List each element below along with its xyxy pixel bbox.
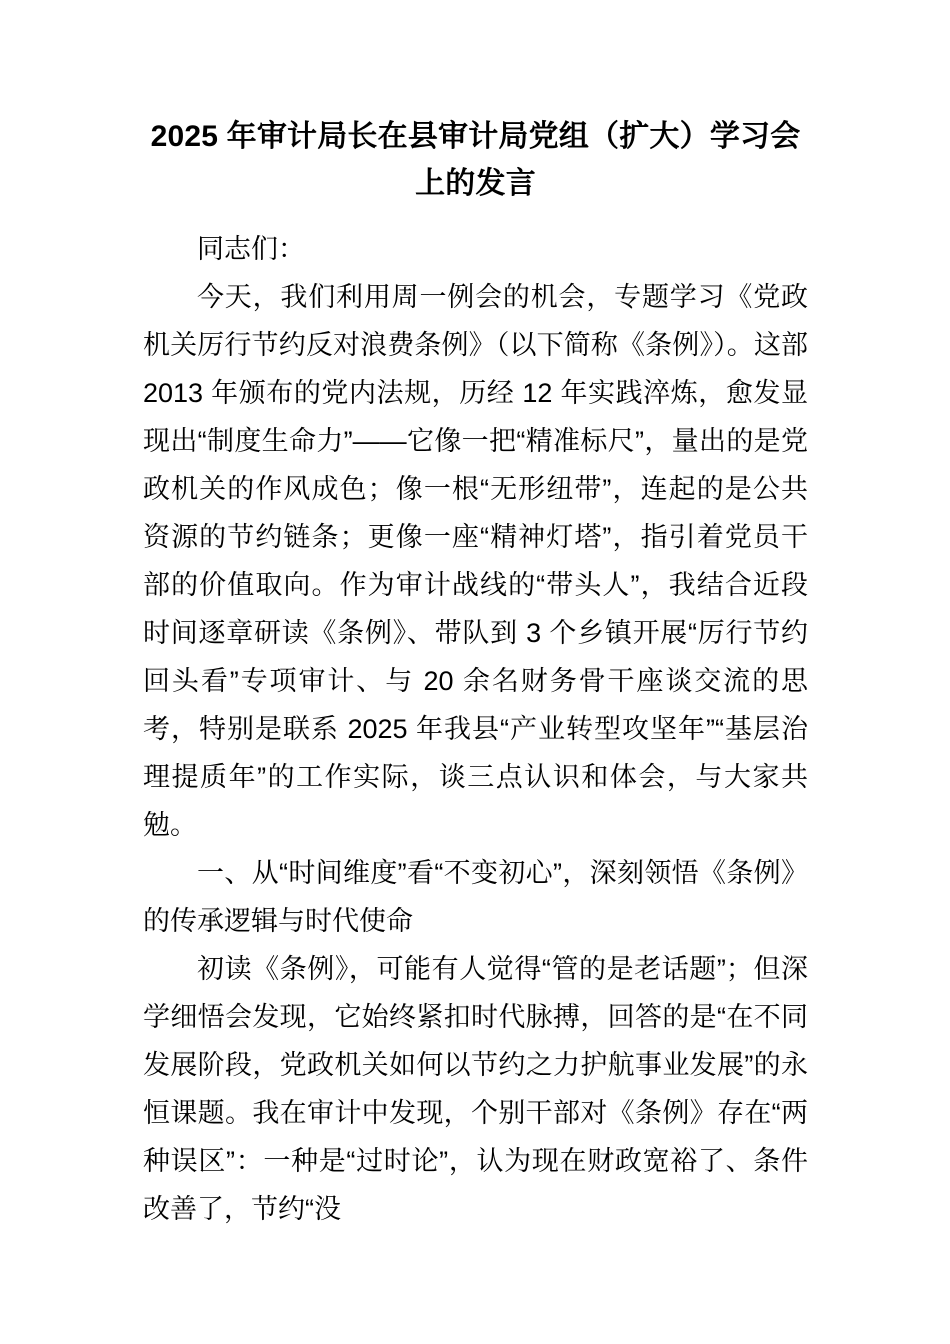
title-body-spacer: [143, 207, 808, 225]
document-content: [143, 0, 808, 1233]
paragraph-salutation: 同志们：: [197, 234, 305, 264]
page-title: 2025 年审计局长在县审计局党组（扩大）学习会上的发言: [150, 120, 801, 200]
paragraph-section-heading-one: 一、从“时间维度”看“不变初心”，深刻领悟《条例》的传承逻辑与时代使命: [143, 858, 808, 936]
paragraph-opening: 今天，我们利用周一例会的机会，专题学习《党政机关厉行节约反对浪费条例》（以下简称《条例》）。这部 2013 年颁布的党内法规，历经 12 年实践淬炼，愈发显现出“制度生命力”——它像一把“精准标尺”，量出的是党政机关的作风成色；像一根“无形纽带”，连起的是公共资源的节约链条；更像一座“精神灯塔”，指引着党员干部的价值取向。作为审计战线的“带头人”，我结合近段时间逐章研读《条例》、带队到 3 个乡镇开展“厉行节约回头看”专项审计、与 20 余名财务骨干座谈交流的思考，特别是联系 2025 年我县“产业转型攻坚年”“基层治理提质年”的工作实际，谈三点认识和体会，与大家共勉。: [143, 282, 808, 840]
paragraph-section-one-body: 初读《条例》，可能有人觉得“管的是老话题”；但深学细悟会发现，它始终紧扣时代脉搏，回答的是“在不同发展阶段，党政机关如何以节约之力护航事业发展”的永恒课题。我在审计中发现，个别干部对《条例》存在“两种误区”：一种是“过时论”，认为现在财政宽裕了、条件改善了，节约“没: [143, 954, 808, 1224]
